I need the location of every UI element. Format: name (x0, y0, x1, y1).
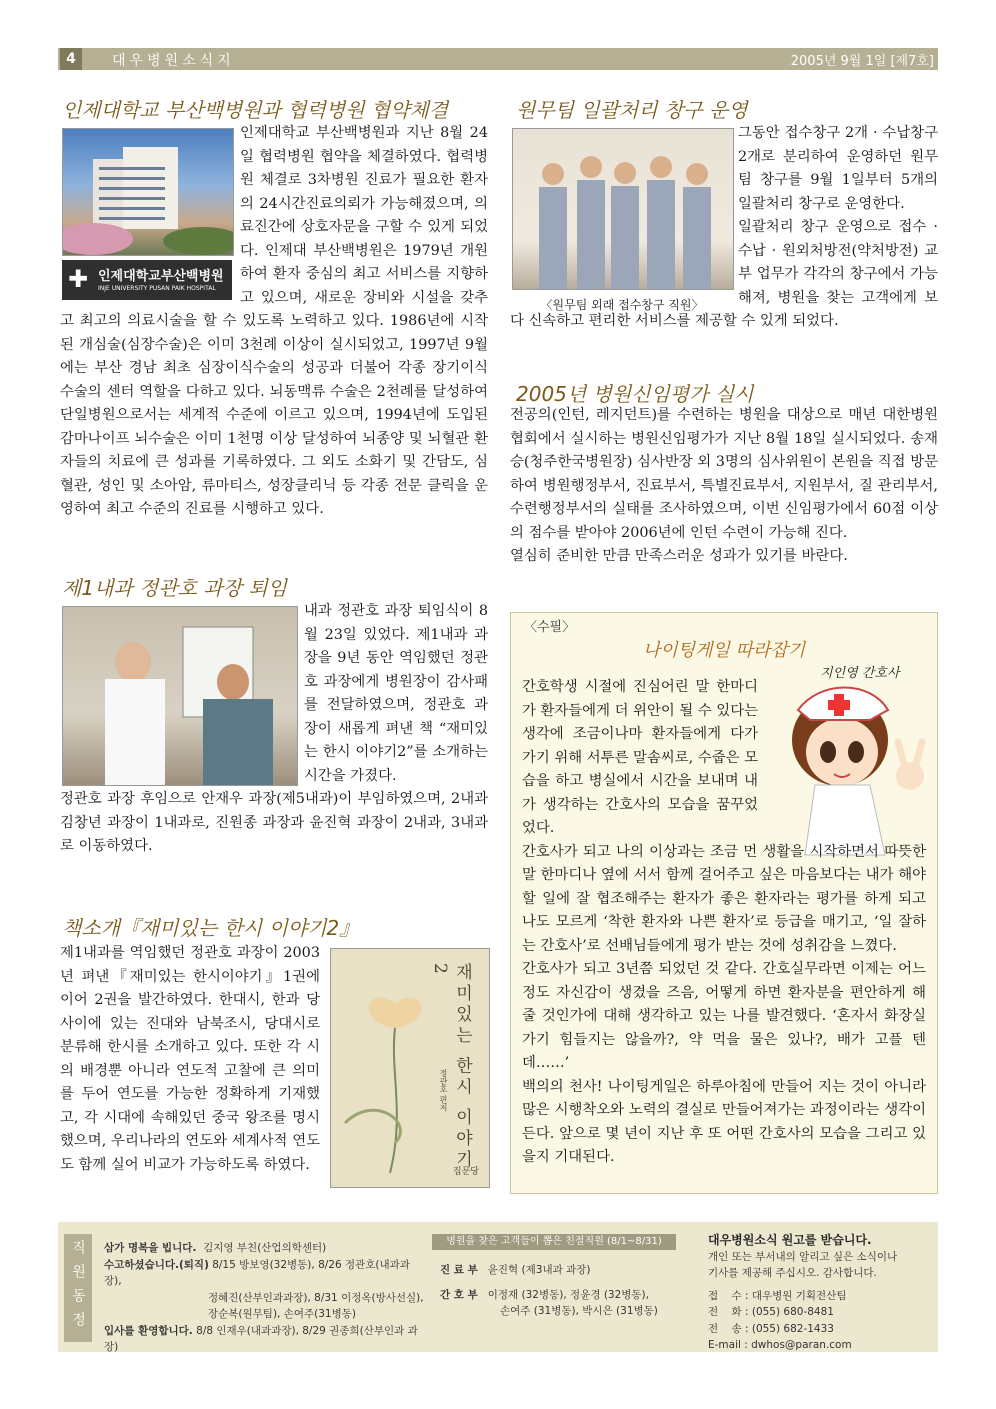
dept1-label: 진 료 부 (440, 1264, 478, 1276)
retire-line2: 정혜진(산부인과과장), 8/31 이정옥(방사선실), (208, 1291, 424, 1304)
welcome-text: 8/8 인재우(내과과장), 8/29 권종희(산부인과 과장) (104, 1324, 418, 1353)
essay-tag: 〈수필〉 (524, 620, 576, 635)
dept2-line1: 이정재 (32병동), 정윤경 (32병동), (487, 1288, 649, 1301)
contrib-phone: 전 화 : (055) 680-8481 (708, 1306, 834, 1318)
contrib-line2: 기사를 제공해 주십시오. 감사합니다. (708, 1267, 877, 1279)
essay-para1: 간호학생 시절에 진심어린 말 한마디가 환자들에게 더 위안이 될 수 있다는 생각에 조금이나마 환자들에게 다가가기 위해 서투른 말솜씨로, 수줍은 모습을 하고 병실에서 시간을 보내며 내가 생각하는 간호사의 모습을 꿈꾸었었다. (522, 679, 758, 836)
kind-staff-list (440, 1262, 680, 1320)
article1-text: 인제대학교 부산백병원과 지난 8월 24일 협력병원 협약을 체결하였다. 협력병원 체결로 3차병원 진료가 필요한 환자의 24시간진료의뢰가 가능해졌으며, 의료진간에 상호자문을 구할 수 있게 되었다. 인제대 부산백병원은 1979년 개원하여 환자 중심의 최고 서비스를 지향하고 있으며, 새로운 장비와 시설을 갖추고 최고의 의료시술을 할 수 있도록 노력하고 있다. 1986년에 시작된 개심술(심장수술)은 이미 3천례 이상이 실시되었고, 1997년 9월에는 부산 경남 최초 심장이식수술의 성공과 더불어 각종 장기이식 수술의 센터 역할을 다하고 있다. 뇌동맥류 수술은 2천례를 달성하여 단일병원으로서는 세계적 수준에 이르고 있으며, 1994년에 도입된 감마나이프 뇌수술은 이미 1천명 이상 달성하여 뇌종양 및 뇌혈관 환자들의 치료에 큰 성과를 기록하였다. 그 외도 소화기 및 간담도, 심혈관, 성인 및 소아암, 류마티스, 성장클리닉 등 각종 전문 클릭을 운영하여 최고 수준의 진료를 시행하고 있다. (60, 125, 488, 517)
article3-body (60, 942, 320, 1177)
book-cover (330, 948, 490, 1188)
article2-text1: 내과 정관호 과장 퇴임식이 8월 23일 있었다. 제1내과 과장을 9년 동안 역임했던 정관호 과장에게 병원장이 감사패를 전달하였으며, 정관호 과장이 새롭게 펴낸 책 “재미있는 한시 이야기2”를 소개하는 시간을 가졌다. (304, 603, 488, 784)
retire-label: 수고하셨습니다.(퇴직) (104, 1258, 209, 1271)
contrib-title: 대우병원소식 원고를 받습니다. (708, 1233, 872, 1247)
book-cover-publisher: 집문당 (452, 1167, 479, 1177)
issue-date: 2005년 9월 1일 [제7호] (790, 54, 934, 69)
article5-title: 2005년 병원신임평가 실시 (516, 382, 754, 406)
staff-photo-caption: 〈원무팀 외래 접수창구 직원〉 (540, 298, 704, 312)
article3-text: 제1내과를 역임했던 정관호 과장이 2003년 펴낸『재미있는 한시이야기』1권에 이어 2권을 발간하였다. 한대시, 한과 당 사이에 있는 진대와 남북조시, 당대시로 분류해 한시를 소개하고 있다. 또한 각 시의 배경뿐 아니라 연도적 고찰에 큰 의미를 두어 연도를 가능한 정확하게 기재했고, 각 시대에 속해있던 중국 왕조를 명시했으며, 우리나라의 연도와 세계사적 연도도 함께 실어 비교가 가능하도록 하였다. (60, 945, 320, 1173)
article1-title: 인제대학교 부산백병원과 협력병원 협약체결 (62, 98, 449, 122)
article2-text2: 정관호 과장 후임으로 안재우 과장(제5내과)이 부임하였으며, 2내과 김창년 과장이 1내과로, 진원종 과장과 윤진혁 과장이 2내과, 3내과로 이동하였다. (60, 791, 488, 854)
article5-text2: 열심히 준비한 만큼 만족스러운 성과가 있기를 바란다. (510, 548, 848, 564)
article4-text1: 그동안 접수창구 2개 · 수납창구 2개로 분리하여 운영하던 원무팀 창구를 9월 1일부터 5개의 일괄처리 창구로 운영한다. (738, 125, 938, 212)
condolence-label: 삼가 명복을 빕니다. (104, 1242, 197, 1254)
logo-subtext: INJE UNIVERSITY PUSAN PAIK HOSPITAL (98, 285, 216, 292)
condolence-text: 김지영 부친(산업의학센터) (203, 1242, 327, 1254)
dept2-line2: 손여주 (31병동), 박시은 (31병동) (500, 1305, 658, 1317)
article5-body (510, 404, 938, 569)
essay-para3: 간호사가 되고 3년쯤 되었던 것 같다. 간호실무라면 이제는 어느 정도 자신감이 생겼을 즈음, 어떻게 하면 환자분을 편안하게 해 줄 것인가에 대해 생각하고 있는 나를 발견했다. ‘혼자서 화장실 가기 힘들지는 않을까?, 약 먹을 물은 있나?, 배가 고플 텐데……’ (522, 961, 926, 1071)
essay-title: 나이팅게일 따라잡기 (642, 640, 806, 661)
article2-body (60, 600, 488, 859)
retire-line1: 8/15 방보영(32병동), 8/26 정관호(내과과장), (104, 1258, 410, 1287)
page-number: 4 (60, 48, 82, 70)
essay-para2: 간호사가 되고 나의 이상과는 조금 먼 생활을 시작하면서 따뜻한 말 한마디나 옆에 서서 함께 걸어주고 싶은 마음보다는 내가 해야 할 일에 잘 협조해주는 환자가 좋은 환자라는 평가를 하게 되고 나도 모르게 ‘착한 환자와 나쁜 환자’로 등급을 매기고, ‘일 잘하는 간호사’로 선배님들에게 평가 받는 것에 성취감을 느꼈다. (522, 843, 926, 954)
article4-text2: 일괄처리 창구 운영으로 접수 · 수납 · 원외처방전(약처방전) 교부 업무가 각각의 창구에서 가능해져, 병원을 찾는 고객에게 보다 신속하고 편리한 서비스를 제공할 수 있게 되었다. (510, 219, 938, 329)
book-cover-author: 정관호 편저 (439, 1069, 448, 1112)
article4-title: 원무팀 일괄처리 창구 운영 (516, 98, 748, 122)
staff-news (104, 1240, 424, 1356)
dept2-label: 간 호 부 (440, 1288, 478, 1301)
staff-news-label: 직원동정 (64, 1234, 92, 1342)
contrib-fax: 전 송 : (055) 682-1433 (708, 1322, 834, 1335)
contrib-address: 접 수 : 대우병원 기획전산팀 (708, 1289, 847, 1302)
retire-line3: 장순복(원무팀), 손여주(31병동) (208, 1308, 356, 1320)
cross-logo-icon: ✚ (68, 265, 89, 293)
book-cover-title: 재미있는 한시 이야기 2 (430, 963, 472, 1171)
article1-body (60, 122, 488, 522)
newsletter-title: 대우병원소식지 (112, 53, 235, 69)
contribution-info (708, 1232, 936, 1354)
article5-text1: 전공의(인턴, 레지던트)를 수련하는 병원을 대상으로 매년 대한병원협회에서 실시하는 병원신임평가가 지난 8월 18일 실시되었다. 송재승(청주한국병원장) 심사반장 외 3명의 심사위원이 본원을 직접 방문하여 병원행정부서, 진료부서, 특별진료부서, 지원부서, 질 관리부서, 수련행정부서의 실태를 조사하였으며, 이번 신임평가에서 60점 이상의 점수를 받아야 2006년에 인턴 수련이 가능해 진다. (510, 407, 938, 541)
dept1-names: 윤진혁 (제3내과 과장) (487, 1264, 591, 1276)
lotus-illustration (335, 973, 455, 1173)
essay-body (522, 676, 926, 1170)
contrib-email[interactable]: E-mail : dwhos@paran.com (708, 1339, 852, 1351)
essay-para4: 백의의 천사! 나이팅게일은 하루아침에 만들어 지는 것이 아니라 많은 시행착오와 노력의 결실로 만들어져가는 과정이라는 생각이 든다. 앞으로 몇 년이 지난 후 또 어떤 간호사의 모습을 그리고 있을지 기대된다. (522, 1078, 926, 1165)
article4-body (510, 122, 938, 334)
kind-staff-title: 병원을 찾은 고객들이 뽑은 친절직원 (8/1~8/31) (432, 1234, 676, 1250)
article2-title: 제1내과 정관호 과장 퇴임 (62, 576, 287, 600)
logo-text: 인제대학교부산백병원 (98, 269, 224, 284)
welcome-label: 입사를 환영합니다. (104, 1324, 193, 1337)
contrib-line1: 개인 또는 부서내의 알리고 싶은 소식이나 (708, 1250, 898, 1263)
essay-author: 지인영 간호사 (820, 666, 900, 681)
article3-title: 책소개『재미있는 한시 이야기2』 (62, 916, 360, 940)
